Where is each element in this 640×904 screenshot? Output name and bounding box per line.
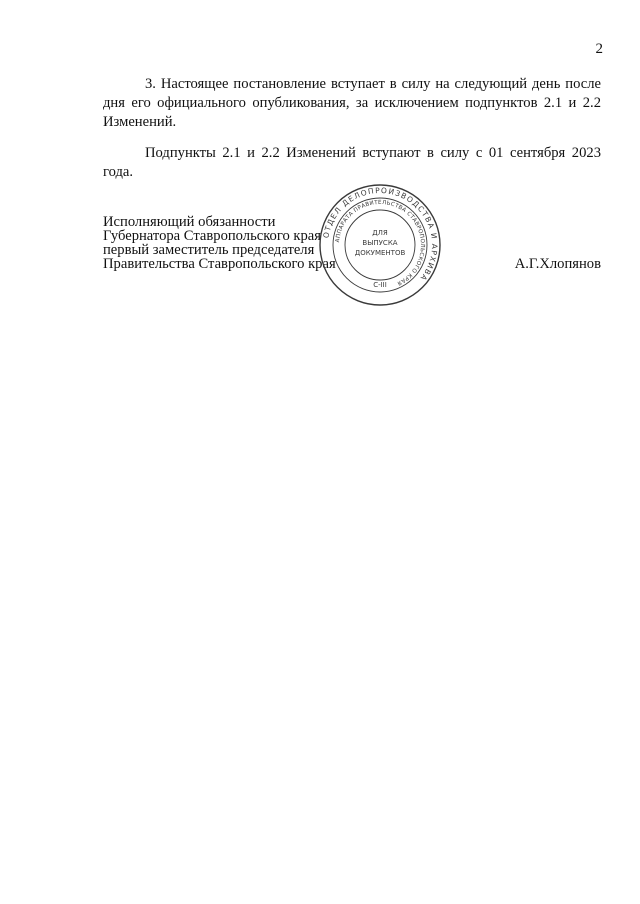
- official-stamp: [318, 183, 442, 307]
- page-number: 2: [595, 41, 603, 57]
- stamp-center-line: ВЫПУСКА: [362, 239, 398, 247]
- document-body: [103, 75, 601, 182]
- stamp-outer-text: ОТДЕЛ ДЕЛОПРОИЗВОДСТВА И АРХИВА: [321, 185, 440, 284]
- stamp-code: С-III: [373, 281, 387, 289]
- stamp-graphic: [318, 183, 442, 307]
- position-line: первый заместитель председателя: [103, 242, 315, 258]
- stamp-center-line: ДЛЯ: [372, 229, 388, 237]
- position-line: Губернатора Ставропольского края: [103, 228, 321, 244]
- stamp-inner-text: АППАРАТА ПРАВИТЕЛЬСТВА СТАВРОПОЛЬСКОГО КРАЯ: [335, 199, 426, 287]
- position-line: Правительства Ставропольского края: [103, 256, 336, 272]
- signatory-name: А.Г.Хлопянов: [514, 256, 601, 272]
- paragraph-subclauses-date: Подпункты 2.1 и 2.2 Изменений вступают в силу с 01 сентября 2023 года.: [103, 145, 601, 180]
- position-line: Исполняющий обязанности: [103, 214, 276, 230]
- signatory-position: [103, 215, 336, 271]
- stamp-center-line: ДОКУМЕНТОВ: [354, 249, 406, 257]
- paragraph-effective-date: 3. Настоящее постановление вступает в силу на следующий день после дня его официального опубликования, за исключением подпунктов 2.1 и 2.2 Изменений.: [103, 76, 601, 130]
